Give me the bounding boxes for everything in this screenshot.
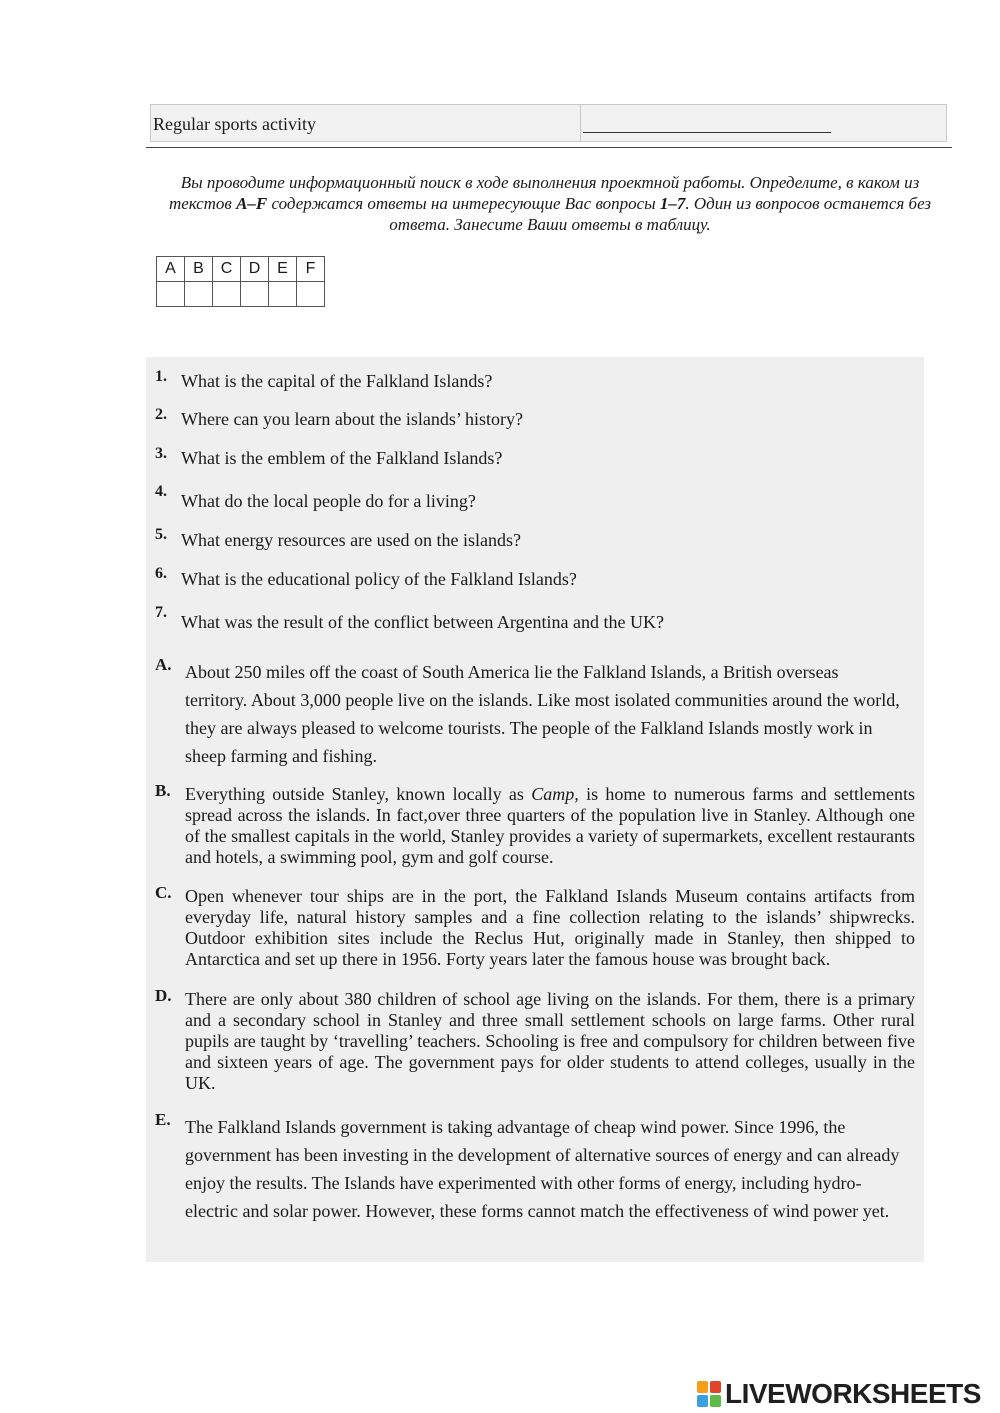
instructions-letter-range: A–F [236, 194, 268, 213]
answer-input-e[interactable] [269, 282, 297, 307]
question-text: What is the capital of the Falkland Islands? [181, 371, 493, 391]
text-a-body: About 250 miles off the coast of South America lie the Falkland Islands, a British overseas territory. About 3,000 people live on the islands. Like most isolated communities around the world, they are always pleased to welcome tourists. The people of the Falkland Islands mostly work in sheep farming and fishing. [185, 662, 900, 766]
text-letter-a: A. [155, 655, 172, 674]
answer-grid [156, 256, 325, 307]
text-letter-d: D. [155, 986, 172, 1005]
question-number: 3. [155, 445, 167, 462]
text-letter-b: B. [155, 781, 171, 800]
table-divider [580, 105, 581, 141]
grid-header-cell: B [185, 257, 213, 282]
answer-input-d[interactable] [241, 282, 269, 307]
answer-input-a[interactable] [157, 282, 185, 307]
sports-activity-row [150, 104, 947, 142]
text-b-part-1: Everything outside Stanley, known locally as [185, 784, 532, 804]
liveworksheets-logo [697, 1379, 981, 1409]
question-text: What do the local people do for a living? [181, 491, 476, 511]
text-b-italic-camp: Camp, [531, 784, 579, 804]
text-e-body: The Falkland Islands government is taking advantage of cheap wind power. Since 1996, the government has been investing in the development of alternative sources of energy and can already enjoy the results. The Islands have experimented with other forms of energy, including hydro-electric and solar power. However, these forms cannot match the effectiveness of wind power yet. [185, 1117, 900, 1221]
text-b-body [185, 784, 915, 868]
horizontal-rule [146, 147, 952, 148]
question-text: What is the emblem of the Falkland Islands? [181, 448, 503, 468]
text-c-body: Open whenever tour ships are in the port, the Falkland Islands Museum contains artifacts from everyday life, natural history samples and a fine collection relating to the islands’ shipwrecks. Outdoor exhibition sites include the Reclus Hut, originally made in Stanley, then shipped to Antarctica and set up there in 1956. Forty years later the famous house was brought back. [185, 886, 915, 969]
answer-grid-header-row [157, 257, 325, 282]
instructions-part-3: . Один из вопросов останется без ответа. Занесите Ваши ответы в таблицу. [389, 194, 932, 234]
question-number: 5. [155, 526, 167, 543]
sports-activity-label: Regular sports activity [153, 114, 316, 134]
grid-header-cell: D [241, 257, 269, 282]
question-number: 2. [155, 406, 167, 423]
text-letter-e: E. [155, 1110, 171, 1129]
answer-input-c[interactable] [213, 282, 241, 307]
grid-header-cell: F [297, 257, 325, 282]
text-letter-c: C. [155, 883, 172, 902]
task-instructions [150, 172, 950, 235]
question-text: What is the educational policy of the Falkland Islands? [181, 569, 577, 589]
instructions-number-range: 1–7 [659, 194, 686, 213]
answer-input-f[interactable] [297, 282, 325, 307]
grid-header-cell: A [157, 257, 185, 282]
text-d-body: There are only about 380 children of school age living on the islands. For them, there is a primary and a secondary school in Stanley and three small settlement schools on large farms. Other rural pupils are taught by ‘travelling’ teachers. Schooling is free and compulsory for children between five and sixteen years of age. The government pays for older students to attend colleges, usually in the UK. [185, 989, 915, 1093]
answer-grid-input-row [157, 282, 325, 307]
question-number: 1. [155, 368, 167, 385]
liveworksheets-logo-text: LIVEWORKSHEETS [725, 1378, 981, 1409]
question-text: What energy resources are used on the islands? [181, 530, 522, 550]
sports-activity-answer-blank[interactable] [583, 132, 831, 133]
liveworksheets-badge-icon [697, 1381, 721, 1407]
question-number: 6. [155, 565, 167, 582]
question-number: 7. [155, 604, 167, 621]
answer-input-b[interactable] [185, 282, 213, 307]
question-number: 4. [155, 483, 167, 500]
grid-header-cell: E [269, 257, 297, 282]
instructions-part-2: содержатся ответы на интересующие Вас вопросы [267, 194, 660, 213]
question-text: What was the result of the conflict between Argentina and the UK? [181, 612, 665, 632]
instructions-part-1: Вы проводите информационный поиск в ходе выполнения проектной работы. Определите, в каком из текстов [168, 173, 920, 213]
text-b-part-2: is home to numerous farms and settlements spread across the islands. In fact,over three quarters of the population live in Stanley. Although one of the smallest capitals in the world, Stanley provides a variety of supermarkets, excellent restaurants and hotels, a swimming pool, gym and golf course. [185, 784, 915, 867]
grid-header-cell: C [213, 257, 241, 282]
question-text: Where can you learn about the islands’ history? [181, 409, 524, 429]
